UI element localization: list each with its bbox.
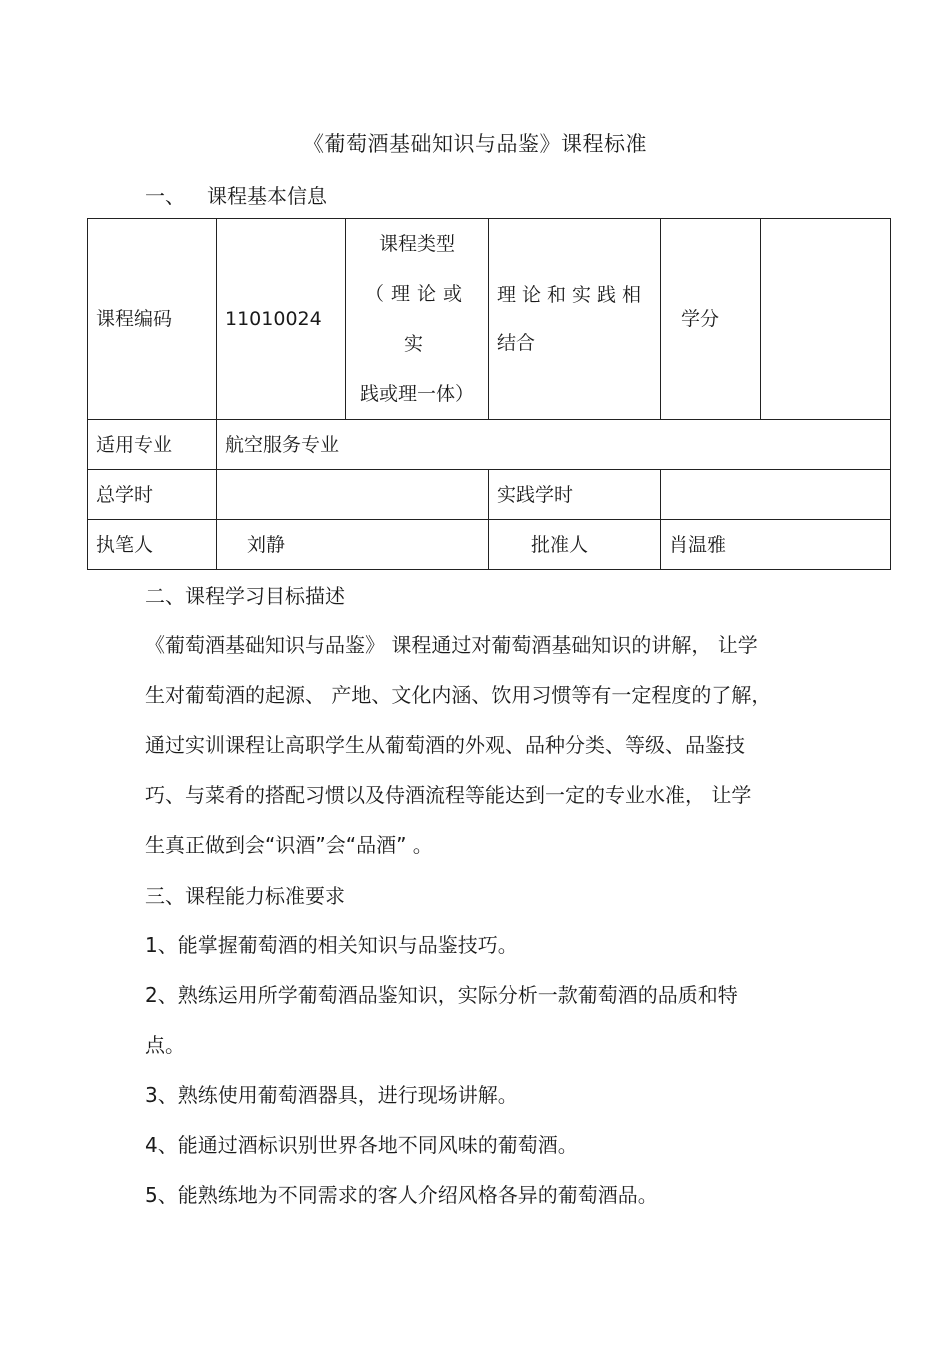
total-hours-value bbox=[217, 470, 489, 520]
paragraph-line: 通过实训课程让高职学生从葡萄酒的外观、品种分类、等级、品鉴技 bbox=[145, 733, 745, 757]
table-row bbox=[88, 470, 891, 520]
page-title: 《葡萄酒基础知识与品鉴》课程标准 bbox=[303, 132, 647, 156]
list-item: 2、熟练运用所学葡萄酒品鉴知识，实际分析一款葡萄酒的品质和特 bbox=[145, 983, 738, 1007]
course-type-value-line: 结合 bbox=[497, 332, 536, 354]
course-type-label-line: 践或理一体） bbox=[359, 383, 474, 405]
course-type-label-line: 课程类型 bbox=[378, 233, 455, 255]
list-item: 1、能掌握葡萄酒的相关知识与品鉴技巧。 bbox=[145, 933, 518, 957]
major-label: 适用专业 bbox=[88, 420, 217, 470]
list-item: 4、能通过酒标识别世界各地不同风味的葡萄酒。 bbox=[145, 1133, 578, 1157]
course-type-label-line: （理论或实 bbox=[364, 283, 469, 355]
list-item: 3、熟练使用葡萄酒器具，进行现场讲解。 bbox=[145, 1083, 518, 1107]
course-code-label: 课程编码 bbox=[88, 219, 217, 420]
approver-label: 批准人 bbox=[489, 520, 661, 570]
credit-label: 学分 bbox=[661, 219, 761, 420]
course-info-table bbox=[87, 218, 891, 570]
section-3-heading: 三、课程能力标准要求 bbox=[145, 884, 345, 908]
table-row bbox=[88, 520, 891, 570]
course-type-value bbox=[489, 219, 661, 420]
requirement-list bbox=[145, 920, 810, 1220]
section-1-number: 一、 bbox=[145, 184, 185, 208]
table-row bbox=[88, 420, 891, 470]
paragraph-line: 生真正做到会“识酒”会“品酒” 。 bbox=[145, 833, 433, 857]
practice-hours-label: 实践学时 bbox=[489, 470, 661, 520]
paragraph-line: 巧、与菜肴的搭配习惯以及侍酒流程等能达到一定的专业水准， 让学 bbox=[145, 783, 752, 807]
section-2-heading: 二、课程学习目标描述 bbox=[145, 584, 345, 608]
list-item: 5、能熟练地为不同需求的客人介绍风格各异的葡萄酒品。 bbox=[145, 1183, 658, 1207]
approver-value: 肖温雅 bbox=[661, 520, 891, 570]
section-1-heading bbox=[145, 180, 327, 209]
author-label: 执笔人 bbox=[88, 520, 217, 570]
objective-paragraph bbox=[145, 620, 810, 870]
total-hours-label: 总学时 bbox=[88, 470, 217, 520]
practice-hours-value bbox=[661, 470, 891, 520]
course-type-label bbox=[346, 219, 489, 420]
major-value: 航空服务专业 bbox=[217, 420, 891, 470]
course-code-value: 11010024 bbox=[217, 219, 346, 420]
course-type-value-line: 理论和实践相 bbox=[497, 284, 648, 306]
section-1-text: 课程基本信息 bbox=[207, 184, 327, 208]
paragraph-line: 生对葡萄酒的起源、 产地、文化内涵、饮用习惯等有一定程度的了解， bbox=[145, 683, 772, 707]
author-value: 刘静 bbox=[217, 520, 489, 570]
list-item: 点。 bbox=[145, 1033, 185, 1057]
table-row bbox=[88, 219, 891, 420]
paragraph-line: 《葡萄酒基础知识与品鉴》 课程通过对葡萄酒基础知识的讲解， 让学 bbox=[145, 633, 758, 657]
credit-value bbox=[761, 219, 891, 420]
